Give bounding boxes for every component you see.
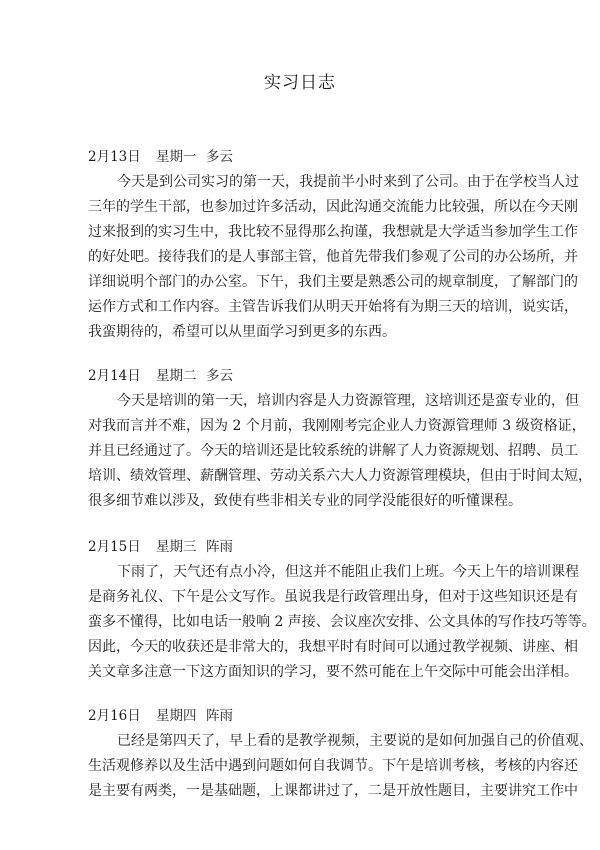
- entry-header: [88, 145, 520, 170]
- entry-header: [88, 364, 520, 389]
- document-title: 实习日志: [264, 73, 336, 93]
- journal-entry: [88, 145, 579, 345]
- entry-text-line: 培训、绩效管理、薪酬管理、劳动关系六大人力资源管理模块，但由于时间太短，: [88, 468, 592, 484]
- entry-text-line: 下雨了，天气还有点小冷，但这并不能阻止我们上班。今天上午的培训课程: [117, 564, 579, 580]
- journal-entry: [88, 704, 593, 804]
- journal-entry: [88, 535, 596, 685]
- entry-text-line: 对我而言并不难，因为 2 个月前，我刚刚考完企业人力资源管理师 3 级资格证，: [88, 418, 586, 434]
- entry-weather: 多云: [206, 149, 233, 165]
- journal-entry: [88, 364, 592, 514]
- entry-text-line: 三年的学生干部，也参加过许多活动，因此沟通交流能力比较强，所以在今天刚: [88, 199, 578, 215]
- entry-weather: 阵雨: [206, 539, 233, 555]
- entry-date: 2月15日: [88, 539, 141, 555]
- entry-text-line: 生活观修养以及生活中遇到问题如何自我调节。下午是培训考核，考核的内容还: [88, 758, 578, 774]
- entry-text-line: 很多细节难以涉及，致使有些非相关专业的同学没能很好的听懂课程。: [88, 493, 522, 509]
- entry-text-line: 详细说明个部门的办公室。下午，我们主要是熟悉公司的规章制度，了解部门的: [88, 274, 578, 290]
- entry-weather: 阵雨: [206, 708, 233, 724]
- entry-text-line: 是商务礼仪、下午是公文写作。虽说我是行政管理出身，但对于这些知识还是有: [88, 589, 578, 605]
- entry-header: [88, 704, 520, 729]
- entry-text-line: 是主要有两类，一是基础题，上课都讲过了，二是开放性题目，主要讲究工作中: [88, 783, 578, 799]
- entry-text-line: 我蛮期待的，希望可以从里面学习到更多的东西。: [88, 324, 396, 340]
- entry-weekday: 星期四: [156, 708, 197, 724]
- entry-text-line: 今天是到公司实习的第一天，我提前半小时来到了公司。由于在学校当人过: [117, 174, 579, 190]
- entry-text-line: 今天是培训的第一天，培训内容是人力资源管理，这培训还是蛮专业的，但: [117, 393, 579, 409]
- entry-date: 2月13日: [88, 149, 141, 165]
- entry-text-line: 关文章多注意一下这方面知识的学习，要不然可能在上午交际中可能会出洋相。: [88, 664, 578, 680]
- entry-weekday: 星期三: [156, 539, 197, 555]
- entry-text-line: 蛮多不懂得，比如电话一般响 2 声接、会议座次安排、公文具体的写作技巧等等。: [88, 614, 596, 630]
- entry-header: [88, 535, 520, 560]
- entry-weather: 多云: [206, 368, 233, 384]
- entry-weekday: 星期一: [156, 149, 197, 165]
- entry-text-line: 过来报到的实习生中，我比较不显得那么拘谨，我想就是大学适当参加学生工作: [88, 224, 578, 240]
- entry-text-line: 因此，今天的收获还是非常大的，我想平时有时间可以通过教学视频、讲座、相: [88, 639, 578, 655]
- entry-date: 2月16日: [88, 708, 141, 724]
- entry-text-line: 运作方式和工作内容。主管告诉我们从明天开始将有为期三天的培训，说实话，: [88, 299, 578, 315]
- entry-text-line: 的好处吧。接待我们的是人事部主管，他首先带我们参观了公司的办公场所，并: [88, 249, 578, 265]
- entry-date: 2月14日: [88, 368, 141, 384]
- entry-weekday: 星期二: [156, 368, 197, 384]
- entry-text-line: 并且已经通过了。今天的培训还是比较系统的讲解了人力资源规划、招聘、员工: [88, 443, 578, 459]
- entry-text-line: 已经是第四天了，早上看的是教学视频，主要说的是如何加强自己的价值观、: [117, 733, 593, 749]
